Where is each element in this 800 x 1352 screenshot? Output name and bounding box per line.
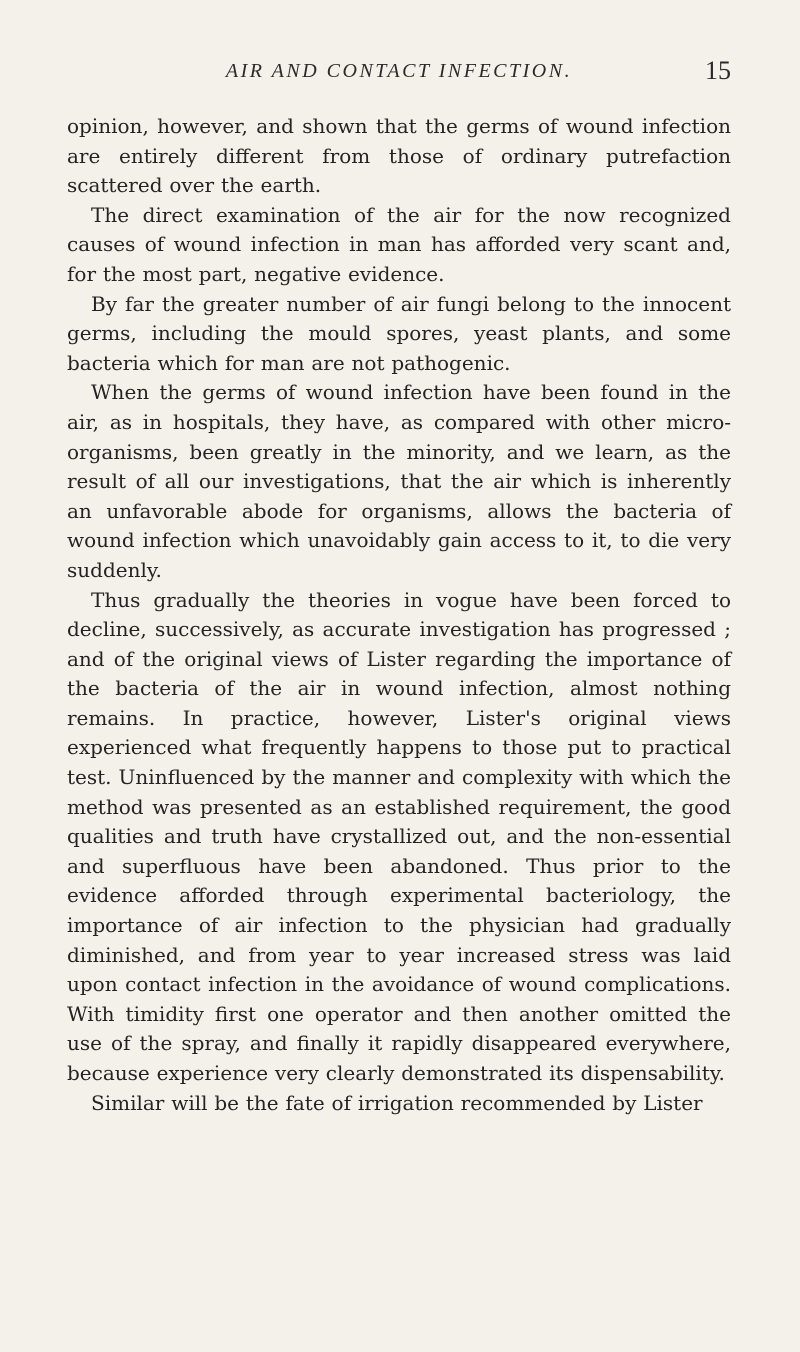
body-text [67,112,731,1118]
running-title: AIR AND CONTACT INFECTION. [225,60,573,82]
paragraph-air-fungi: By far the greater number of air fungi belong to the innocent germs, including the mould spores, yeast plants, and some bacteria which for man are not pathogenic. [67,291,731,375]
paragraph-irrigation: Similar will be the fate of irrigation recommended by Lister [91,1090,703,1115]
page-number: 15 [705,56,731,85]
paragraph-hospitals: When the germs of wound infection have been found in the air, as in hospitals, they have, as compared with other micro-organisms, been greatly in the minority, and we learn, as the result of all our investigations, that the air which is inherently an unfavorable abode for organisms, allows the bacteria of wound infection which unavoidably gain access to it, to die very suddenly. [67,380,731,582]
paragraph-theories: Thus gradually the theories in vogue have been forced to decline, successively, as accurate investigation has progressed ; and of the original views of Lister regarding the importance of the bacteria of the air in wound infection, almost nothing remains. In practice, however, Lister's original views experienced what frequently happens to those put to practical test. Uninfluenced by the manner and complexity with which the method was presented as an established requirement, the good qualities and truth have crystallized out, and the non-essential and superfluous have been abandoned. Thus prior to the evidence afforded through experimental bacteriology, the importance of air infection to the physician had gradually diminished, and from year to year increased stress was laid upon contact infection in the avoidance of wound complications. With timidity first one operator and then another omitted the use of the spray, and finally it rapidly disappeared everywhere, because experience very clearly demonstrated its dispensability. [67,587,731,1085]
running-head [67,56,731,94]
paragraph-direct-examination: The direct examination of the air for the now recognized causes of wound infection in man has afforded very scant and, for the most part, negative evidence. [67,202,731,286]
paragraph-opinion: opinion, however, and shown that the germs of wound infection are entirely different from those of ordinary putrefaction scattered over the earth. [67,114,731,198]
